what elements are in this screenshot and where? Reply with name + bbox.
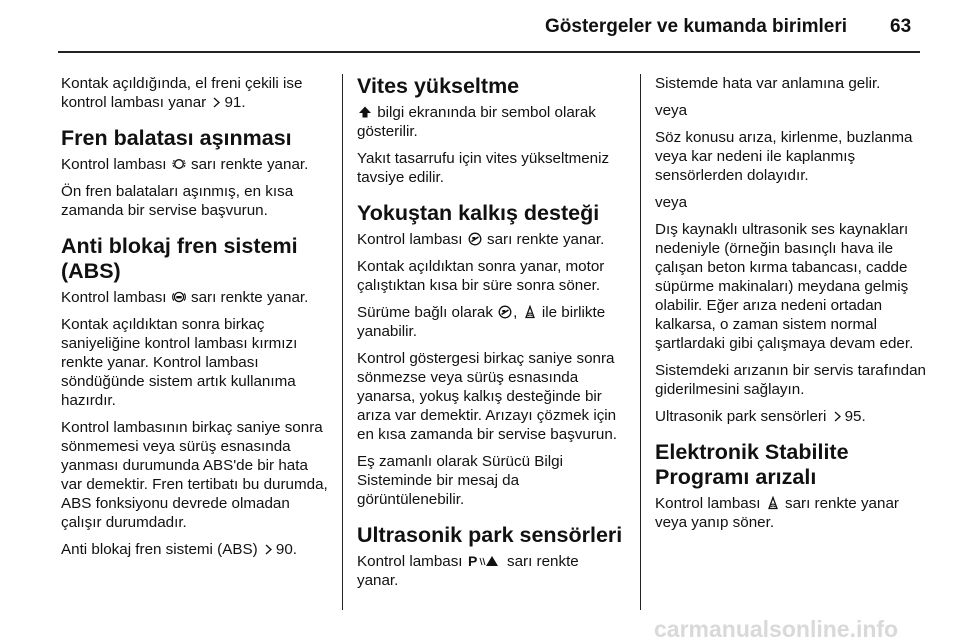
paragraph: Sistemde hata var anlamına gelir. (655, 75, 881, 92)
paragraph: Kontrol lambasının birkaç saniye sonra sönmemesi veya sürüş esnasında yanması durumunda ABS'de bir hata var demektir. Fren tertibatı bu durumda, ABS fonksiyonu devrede olmadan çalışır durumdadır. (61, 419, 328, 531)
section-heading-esp: Elektronik Stabilite Programı arızalı (655, 440, 849, 489)
page-ref[interactable]: 95. (844, 408, 866, 425)
upshift-arrow-icon (358, 105, 372, 119)
brake-pad-wear-icon (172, 157, 186, 171)
paragraph: Eş zamanlı olarak Sürücü Bilgi Sisteminde bir mesaj da görüntülenebilir. (357, 453, 563, 508)
abs-icon (172, 290, 186, 304)
hill-start-assist-icon (468, 232, 482, 246)
page-title: Göstergeler ve kumanda birimleri (545, 16, 848, 37)
column-right (655, 74, 927, 540)
esp-warning-icon (766, 496, 780, 510)
header-rule (58, 51, 920, 53)
section-heading-hill-start: Yokuştan kalkış desteği (357, 201, 600, 225)
hill-start-assist-icon (498, 305, 512, 319)
paragraph: Kontrol lambası sarı renkte yanar. (357, 231, 605, 248)
paragraph: Yakıt tasarrufu için vites yükseltmeniz tavsiye edilir. (357, 150, 610, 186)
watermark: carmanualsonline.info (654, 616, 899, 642)
svg-text:P: P (467, 554, 478, 568)
paragraph: Söz konusu arıza, kirlenme, buzlanma veya kar nedeni ile kaplanmış sensörlerden dolayıdır. (655, 129, 913, 184)
paragraph: Kontrol göstergesi birkaç saniye sonra sönmezse veya sürüş esnasında yanarsa, yokuş kalkış desteğinde bir arıza var demektir. Arızayı çözmek için en kısa zamanda bir servise başvurun. (357, 350, 618, 443)
column-middle (357, 74, 623, 598)
paragraph: veya (655, 194, 688, 211)
section-heading-abs: Anti blokaj fren sistemi (ABS) (61, 234, 298, 283)
page-ref-arrow-icon (832, 411, 843, 422)
page-ref-arrow-icon (211, 97, 222, 108)
section-heading-parking-sensors: Ultrasonik park sensörleri (357, 523, 623, 547)
section-heading-brake-pad: Fren balatası aşınması (61, 126, 292, 150)
park-pilot-icon (468, 554, 502, 568)
paragraph: bilgi ekranında bir sembol olarak gösterilir. (357, 104, 596, 140)
page-number: 63 (890, 16, 912, 37)
paragraph: Dış kaynaklı ultrasonik ses kaynakları nedeniyle (örneğin basınçlı hava ile çalışan beton kırma tabancası, cadde süpürme makinaları) meydana gelmiş olabilir. Eğer arıza nedeni ortadan kalkarsa, o zaman sistem normal şartlardaki gibi çalışmaya devam eder. (655, 221, 914, 352)
paragraph: Ön fren balataları aşınmış, en kısa zamanda bir servise başvurun. (61, 183, 294, 219)
paragraph: Anti blokaj fren sistemi (ABS) 90. (61, 541, 298, 558)
section-heading-upshift: Vites yükseltme (357, 74, 520, 98)
paragraph: Kontrol lambası sarı renkte yanar. (61, 156, 309, 173)
paragraph: Sürüme bağlı olarak , ile birlikte yanabilir. (357, 304, 606, 340)
page-ref-arrow-icon (263, 544, 274, 555)
paragraph: Kontak açıldıktan sonra yanar, motor çalıştıktan kısa bir süre sonra söner. (357, 258, 605, 294)
column-divider (342, 74, 343, 610)
column-left (61, 74, 333, 567)
paragraph: Sistemdeki arızanın bir servis tarafından giderilmesini sağlayın. (655, 362, 926, 398)
paragraph: Kontrol lambası sarı renkte yanar veya yanıp söner. (655, 495, 899, 531)
column-divider (640, 74, 641, 610)
page-ref[interactable]: 90. (275, 541, 298, 558)
esp-warning-icon (523, 305, 537, 319)
paragraph: veya (655, 102, 688, 119)
page-ref[interactable]: 91. (224, 94, 246, 111)
paragraph: Kontrol lambası sarı renkte yanar. (61, 289, 309, 306)
paragraph: Kontrol lambası P sarı renkte yanar. (357, 553, 579, 589)
paragraph: Kontak açıldıktan sonra birkaç saniyeliğine kontrol lambası kırmızı renkte yanar. Kontrol lambası söndüğünde sistem artık kullanıma hazırdır. (61, 316, 298, 409)
paragraph: Ultrasonik park sensörleri 95. (655, 408, 866, 425)
paragraph: Kontak açıldığında, el freni çekili ise kontrol lambası yanar 91. (61, 75, 303, 111)
